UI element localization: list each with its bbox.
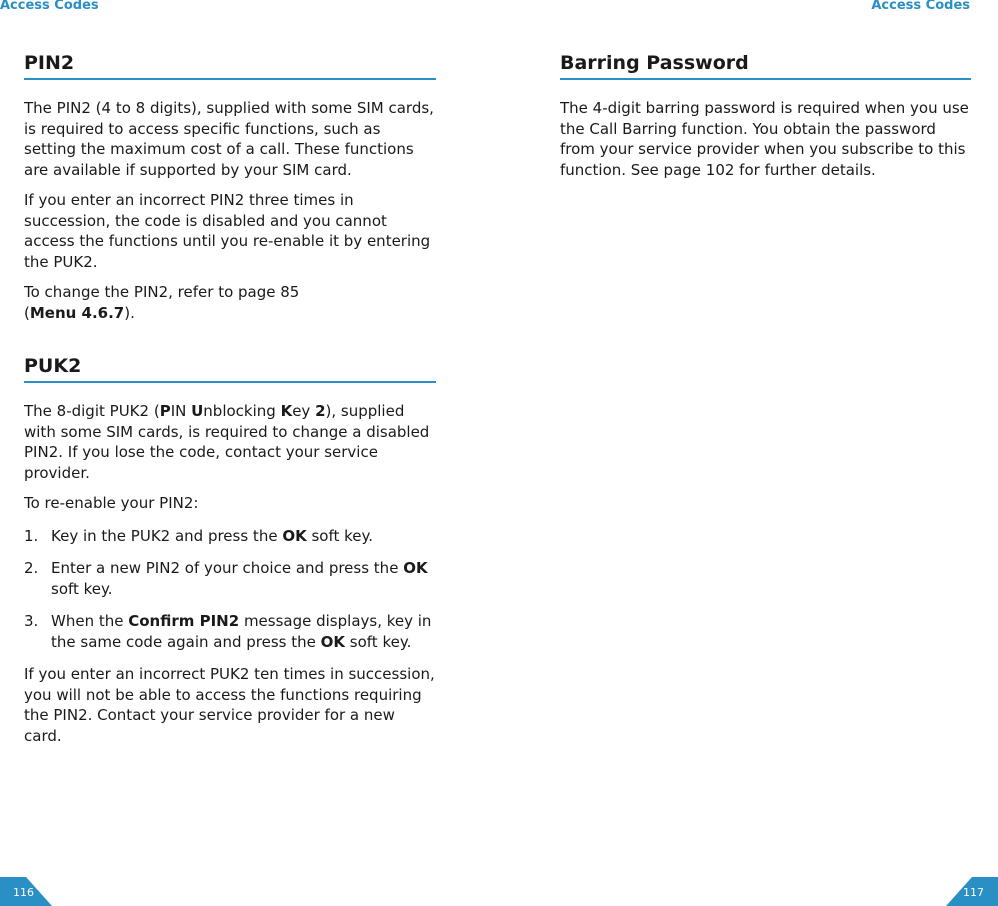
barring-heading: Barring Password: [560, 52, 971, 80]
puk2-closing: If you enter an incorrect PUK2 ten times in succession, you will not be able to access the functions requiring the PIN2. Contact your service provider for a new card.: [24, 665, 435, 745]
step-item: 1. Key in the PUK2 and press the OK soft key.: [24, 526, 374, 545]
pin2-paragraph-2: If you enter an incorrect PIN2 three times in succession, the code is disabled and you cannot access the functions until you re-enable it by entering the PUK2.: [24, 191, 431, 271]
barring-paragraph: The 4-digit barring password is required when you use the Call Barring function. You obtain the password from your service provider when you subscribe to this function. See page 102 for further details.: [560, 99, 969, 179]
right-page-column: [560, 52, 971, 190]
pin2-paragraph-1: The PIN2 (4 to 8 digits), supplied with some SIM cards, is required to access specific functions, such as setting the maximum cost of a call. These functions are available if supported by your SIM card.: [24, 99, 434, 179]
left-page-column: [24, 52, 436, 756]
page-number-right: 117: [963, 886, 984, 899]
puk2-steps-list: [24, 526, 436, 653]
puk2-intro: The 8-digit PUK2 (PIN Unblocking Key 2), supplied with some SIM cards, is required to change a disabled PIN2. If you lose the code, contact your service provider.: [24, 402, 430, 482]
pin2-menu-ref: Menu 4.6.7: [29, 303, 125, 322]
page-number-left: 116: [13, 886, 34, 899]
pin2-heading: PIN2: [24, 52, 436, 80]
pin2-change-text: To change the PIN2, refer to page 85: [24, 283, 300, 301]
puk2-reenable-label: To re-enable your PIN2:: [24, 494, 199, 512]
step-item: 2. Enter a new PIN2 of your choice and press the OK soft key.: [24, 559, 428, 598]
running-head-left: Access Codes: [0, 0, 99, 13]
puk2-heading: PUK2: [24, 355, 436, 383]
step-item: 3. When the Confirm PIN2 message displays, key in the same code again and press the OK soft key.: [24, 612, 432, 651]
pin2-paragraph-3: To change the PIN2, refer to page 85 (Menu 4.6.7).: [24, 283, 300, 322]
page-number-tab-left: [0, 877, 52, 906]
page-number-tab-right: [946, 877, 998, 906]
running-head-right: Access Codes: [871, 0, 970, 13]
